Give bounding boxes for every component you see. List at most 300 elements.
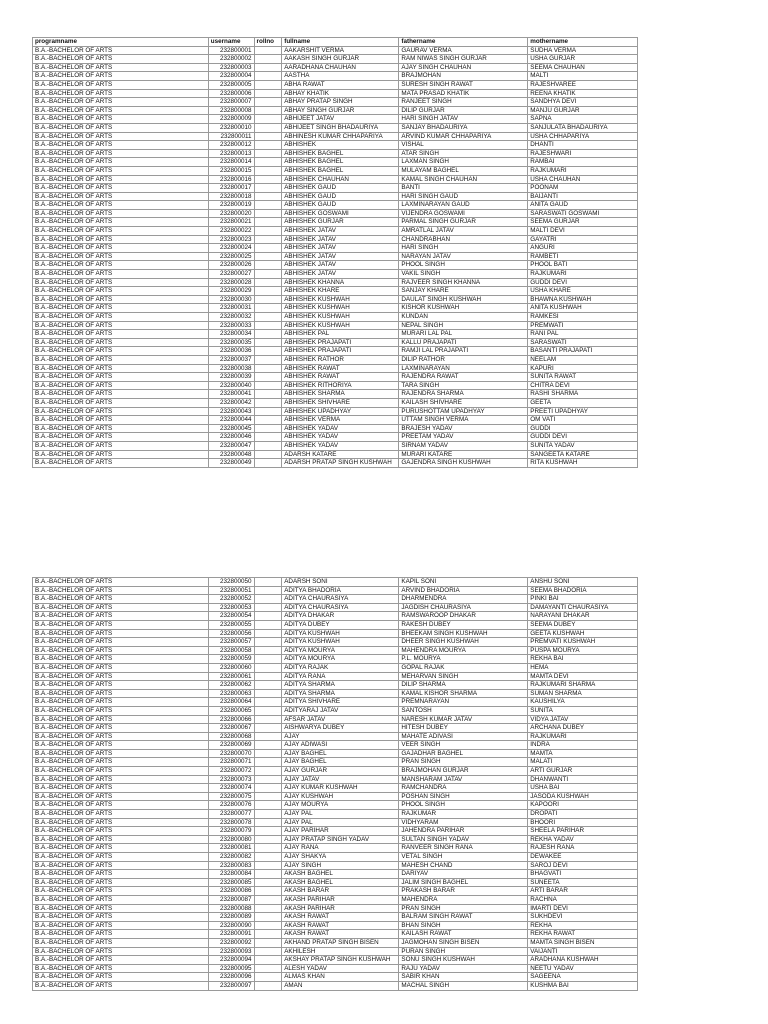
mothername-cell: SANDHYA DEVI [528, 98, 638, 107]
fathername-cell: KAILASH SHIVHARE [399, 398, 528, 407]
rollno-cell [254, 792, 282, 801]
fullname-cell: AKASH PARIHAR [282, 895, 399, 904]
fathername-cell: KAILASH RAWAT [399, 930, 528, 939]
fathername-cell: VETAL SINGH [399, 853, 528, 862]
table-row [33, 252, 638, 261]
fullname-cell: ABHISHEK KUSHWAH [282, 313, 399, 322]
mothername-cell: MAMTA SINGH BISEN [528, 938, 638, 947]
programname-cell: B.A.-BACHELOR OF ARTS [33, 321, 209, 330]
username-cell: 232800051 [208, 586, 254, 595]
fathername-cell: GOPAL RAJAK [399, 663, 528, 672]
username-cell: 232800014 [208, 158, 254, 167]
mothername-cell: SARASWATI GOSWAMI [528, 209, 638, 218]
fullname-cell: ABHISHEK KUSHWAH [282, 295, 399, 304]
programname-cell: B.A.-BACHELOR OF ARTS [33, 373, 209, 382]
mothername-cell: SEEMA BHADORIA [528, 586, 638, 595]
rollno-cell [254, 844, 282, 853]
fullname-cell: ABHISHEK YADAV [282, 441, 399, 450]
mothername-cell: RAJKUMARI [528, 270, 638, 279]
fathername-cell: SURESH SINGH RAWAT [399, 80, 528, 89]
fullname-cell: ADITYA KUSHWAH [282, 638, 399, 647]
rollno-cell [254, 973, 282, 982]
username-cell: 232800010 [208, 123, 254, 132]
table-row [33, 201, 638, 210]
rollno-cell [254, 646, 282, 655]
table-row [33, 373, 638, 382]
programname-cell: B.A.-BACHELOR OF ARTS [33, 964, 209, 973]
table-row [33, 844, 638, 853]
username-cell: 232800047 [208, 441, 254, 450]
programname-cell: B.A.-BACHELOR OF ARTS [33, 947, 209, 956]
username-cell: 232800083 [208, 861, 254, 870]
mothername-cell: RASHI SHARMA [528, 390, 638, 399]
mothername-cell: MAMTA DEVI [528, 672, 638, 681]
username-cell: 232800050 [208, 578, 254, 587]
table-row [33, 638, 638, 647]
mothername-cell: USHA BAI [528, 784, 638, 793]
fathername-cell: ATAR SINGH [399, 149, 528, 158]
fullname-cell: AARADHANA CHAUHAN [282, 63, 399, 72]
username-cell: 232800076 [208, 801, 254, 810]
programname-cell: B.A.-BACHELOR OF ARTS [33, 416, 209, 425]
username-cell: 232800054 [208, 612, 254, 621]
mothername-cell: CHITRA DEVI [528, 381, 638, 390]
rollno-cell [254, 416, 282, 425]
mothername-cell: SAROJ DEVI [528, 861, 638, 870]
fullname-cell: ABHISHEK KHANNA [282, 278, 399, 287]
fathername-cell: DARIYAV [399, 870, 528, 879]
mothername-cell: USHA KHARE [528, 287, 638, 296]
fullname-cell: ABHISHEK GOSWAMI [282, 209, 399, 218]
fathername-cell: BHEEKAM SINGH KUSHWAH [399, 629, 528, 638]
mothername-cell: KAPOORI [528, 801, 638, 810]
table-row [33, 433, 638, 442]
rollno-cell [254, 827, 282, 836]
fullname-cell: ADARSH SONI [282, 578, 399, 587]
fullname-cell: ABHISHEK KUSHWAH [282, 304, 399, 313]
rollno-cell [254, 175, 282, 184]
fullname-cell: ADITYA MOURYA [282, 646, 399, 655]
mothername-cell: OM VATI [528, 416, 638, 425]
fullname-cell: ADITYA CHAURASIYA [282, 603, 399, 612]
table-row [33, 698, 638, 707]
programname-cell: B.A.-BACHELOR OF ARTS [33, 304, 209, 313]
programname-cell: B.A.-BACHELOR OF ARTS [33, 672, 209, 681]
fullname-cell: AJAY PAL [282, 810, 399, 819]
rollno-cell [254, 295, 282, 304]
programname-cell: B.A.-BACHELOR OF ARTS [33, 724, 209, 733]
programname-cell: B.A.-BACHELOR OF ARTS [33, 767, 209, 776]
username-cell: 232800068 [208, 732, 254, 741]
mothername-cell: PINKI BAI [528, 595, 638, 604]
rollno-cell [254, 106, 282, 115]
student-table-page1 [32, 37, 638, 468]
programname-cell: B.A.-BACHELOR OF ARTS [33, 801, 209, 810]
username-cell: 232800042 [208, 398, 254, 407]
fathername-cell: DILIP SHARMA [399, 681, 528, 690]
username-cell: 232800084 [208, 870, 254, 879]
fullname-cell: AISHWARYA DUBEY [282, 724, 399, 733]
mothername-cell: SEEMA CHAUHAN [528, 63, 638, 72]
username-cell: 232800075 [208, 792, 254, 801]
programname-cell: B.A.-BACHELOR OF ARTS [33, 235, 209, 244]
fathername-cell: MATA PRASAD KHATIK [399, 89, 528, 98]
fathername-cell: AJAY SINGH CHAUHAN [399, 63, 528, 72]
fathername-cell: MAHENDRA MOURYA [399, 646, 528, 655]
programname-cell: B.A.-BACHELOR OF ARTS [33, 810, 209, 819]
username-cell: 232800077 [208, 810, 254, 819]
programname-cell: B.A.-BACHELOR OF ARTS [33, 689, 209, 698]
fullname-cell: ABHISHEK GAUD [282, 201, 399, 210]
username-cell: 232800017 [208, 184, 254, 193]
fullname-cell: AKHILESH [282, 947, 399, 956]
table-row [33, 459, 638, 468]
fathername-cell: PRAN SINGH [399, 904, 528, 913]
table-row [33, 278, 638, 287]
fathername-cell: LAXMINARAYAN [399, 364, 528, 373]
rollno-cell [254, 629, 282, 638]
table-row [33, 724, 638, 733]
fullname-cell: ABHISHEK BAGHEL [282, 149, 399, 158]
table-row [33, 424, 638, 433]
fathername-cell: POSHAN SINGH [399, 792, 528, 801]
programname-cell: B.A.-BACHELOR OF ARTS [33, 450, 209, 459]
rollno-cell [254, 313, 282, 322]
fullname-cell: ADITYA SHARMA [282, 689, 399, 698]
fathername-cell: KAPIL SONI [399, 578, 528, 587]
fathername-cell: BHAN SINGH [399, 921, 528, 930]
fullname-cell: ABHISHEK VERMA [282, 416, 399, 425]
fathername-cell: VEER SINGH [399, 741, 528, 750]
rollno-cell [254, 424, 282, 433]
table-row [33, 441, 638, 450]
username-cell: 232800053 [208, 603, 254, 612]
fullname-cell: AKASH RAWAT [282, 913, 399, 922]
rollno-cell [254, 681, 282, 690]
username-cell: 232800087 [208, 895, 254, 904]
programname-cell: B.A.-BACHELOR OF ARTS [33, 784, 209, 793]
mothername-cell: PREETI UPADHYAY [528, 407, 638, 416]
username-cell: 232800028 [208, 278, 254, 287]
rollno-cell [254, 698, 282, 707]
programname-cell: B.A.-BACHELOR OF ARTS [33, 175, 209, 184]
rollno-cell [254, 663, 282, 672]
username-cell: 232800079 [208, 827, 254, 836]
fullname-cell: ABHISHEK RITHORIYA [282, 381, 399, 390]
fathername-cell: HARI SINGH JATAV [399, 115, 528, 124]
programname-cell: B.A.-BACHELOR OF ARTS [33, 192, 209, 201]
programname-cell: B.A.-BACHELOR OF ARTS [33, 973, 209, 982]
table-row [33, 878, 638, 887]
fullname-cell: AJAY PRATAP SINGH YADAV [282, 835, 399, 844]
fathername-cell: UTTAM SINGH VERMA [399, 416, 528, 425]
table-row [33, 304, 638, 313]
mothername-cell: NARAYANI DHAKAR [528, 612, 638, 621]
username-cell: 232800044 [208, 416, 254, 425]
fullname-cell: ADITYA SHIVHARE [282, 698, 399, 707]
fullname-cell: AKASH RAWAT [282, 921, 399, 930]
fullname-cell: AKSHAY PRATAP SINGH KUSHWAH [282, 956, 399, 965]
fullname-cell: ABHISHEK UPADHYAY [282, 407, 399, 416]
rollno-cell [254, 89, 282, 98]
table-row [33, 261, 638, 270]
fullname-cell: ABHISHEK SHIVHARE [282, 398, 399, 407]
mothername-cell: SHEELA PARIHAR [528, 827, 638, 836]
username-cell: 232800063 [208, 689, 254, 698]
programname-cell: B.A.-BACHELOR OF ARTS [33, 149, 209, 158]
fathername-cell: RAJU YADAV [399, 964, 528, 973]
username-cell: 232800037 [208, 355, 254, 364]
username-cell: 232800080 [208, 835, 254, 844]
programname-cell: B.A.-BACHELOR OF ARTS [33, 364, 209, 373]
rollno-cell [254, 261, 282, 270]
table-row [33, 612, 638, 621]
table-row [33, 235, 638, 244]
programname-cell: B.A.-BACHELOR OF ARTS [33, 758, 209, 767]
fathername-cell: AMRATLAL JATAV [399, 227, 528, 236]
mothername-cell: RAJESH RANA [528, 844, 638, 853]
column-header: fullname [282, 38, 399, 47]
programname-cell: B.A.-BACHELOR OF ARTS [33, 870, 209, 879]
rollno-cell [254, 689, 282, 698]
mothername-cell: KAUSHILYA [528, 698, 638, 707]
rollno-cell [254, 364, 282, 373]
rollno-cell [254, 287, 282, 296]
fullname-cell: AJAY GURJAR [282, 767, 399, 776]
fullname-cell: ABHISHEK RAWAT [282, 373, 399, 382]
fullname-cell: AAKASH SINGH GURJAR [282, 55, 399, 64]
username-cell: 232800003 [208, 63, 254, 72]
programname-cell: B.A.-BACHELOR OF ARTS [33, 853, 209, 862]
fullname-cell: AKHAND PRATAP SINGH BISEN [282, 938, 399, 947]
programname-cell: B.A.-BACHELOR OF ARTS [33, 732, 209, 741]
mothername-cell: MALTI DEVI [528, 227, 638, 236]
rollno-cell [254, 398, 282, 407]
rollno-cell [254, 330, 282, 339]
rollno-cell [254, 244, 282, 253]
programname-cell: B.A.-BACHELOR OF ARTS [33, 921, 209, 930]
fullname-cell: ABHISHEK JATAV [282, 244, 399, 253]
fathername-cell: ARVIND KUMAR CHHAPARIYA [399, 132, 528, 141]
programname-cell: B.A.-BACHELOR OF ARTS [33, 835, 209, 844]
fathername-cell: KAMAL SINGH CHAUHAN [399, 175, 528, 184]
rollno-cell [254, 578, 282, 587]
table-row [33, 175, 638, 184]
programname-cell: B.A.-BACHELOR OF ARTS [33, 261, 209, 270]
username-cell: 232800021 [208, 218, 254, 227]
username-cell: 232800073 [208, 775, 254, 784]
table-row [33, 338, 638, 347]
table-row [33, 853, 638, 862]
rollno-cell [254, 63, 282, 72]
rollno-cell [254, 218, 282, 227]
fullname-cell: ABHISHEK BAGHEL [282, 166, 399, 175]
fullname-cell: ABHISHEK PRAJAPATI [282, 347, 399, 356]
username-cell: 232800067 [208, 724, 254, 733]
username-cell: 232800065 [208, 706, 254, 715]
rollno-cell [254, 132, 282, 141]
fullname-cell: ABHISHEK JATAV [282, 235, 399, 244]
fathername-cell: RANVEER SINGH RANA [399, 844, 528, 853]
rollno-cell [254, 775, 282, 784]
table-row [33, 810, 638, 819]
rollno-cell [254, 620, 282, 629]
fathername-cell: NARESH KUMAR JATAV [399, 715, 528, 724]
mothername-cell: SUNITA [528, 706, 638, 715]
fullname-cell: ABHISHEK PRAJAPATI [282, 338, 399, 347]
table-row [33, 870, 638, 879]
rollno-cell [254, 612, 282, 621]
programname-cell: B.A.-BACHELOR OF ARTS [33, 930, 209, 939]
username-cell: 232800090 [208, 921, 254, 930]
table-row [33, 209, 638, 218]
username-cell: 232800048 [208, 450, 254, 459]
table-row [33, 973, 638, 982]
fathername-cell: ARVIND BHADORIA [399, 586, 528, 595]
fathername-cell: PRAKASH BARAR [399, 887, 528, 896]
mothername-cell: JASODA KUSHWAH [528, 792, 638, 801]
username-cell: 232800089 [208, 913, 254, 922]
username-cell: 232800004 [208, 72, 254, 81]
mothername-cell: USHA GURJAR [528, 55, 638, 64]
fathername-cell: DAULAT SINGH KUSHWAH [399, 295, 528, 304]
rollno-cell [254, 835, 282, 844]
table-row [33, 646, 638, 655]
mothername-cell: MAMTA [528, 749, 638, 758]
column-header: fathername [399, 38, 528, 47]
fathername-cell: SONU SINGH KUSHWAH [399, 956, 528, 965]
fullname-cell: ADITYA RANA [282, 672, 399, 681]
table-row [33, 89, 638, 98]
fullname-cell: AJAY PAL [282, 818, 399, 827]
programname-cell: B.A.-BACHELOR OF ARTS [33, 698, 209, 707]
table-row [33, 827, 638, 836]
username-cell: 232800026 [208, 261, 254, 270]
table-row [33, 861, 638, 870]
table-row [33, 595, 638, 604]
rollno-cell [254, 209, 282, 218]
fathername-cell: KAMAL KISHOR SHARMA [399, 689, 528, 698]
mothername-cell: RAJKUMARI [528, 166, 638, 175]
username-cell: 232800002 [208, 55, 254, 64]
rollno-cell [254, 149, 282, 158]
programname-cell: B.A.-BACHELOR OF ARTS [33, 620, 209, 629]
column-header: programname [33, 38, 209, 47]
programname-cell: B.A.-BACHELOR OF ARTS [33, 861, 209, 870]
programname-cell: B.A.-BACHELOR OF ARTS [33, 390, 209, 399]
rollno-cell [254, 947, 282, 956]
mothername-cell: RITA KUSHWAH [528, 459, 638, 468]
rollno-cell [254, 201, 282, 210]
username-cell: 232800059 [208, 655, 254, 664]
username-cell: 232800036 [208, 347, 254, 356]
fullname-cell: ABHISHEK KHARE [282, 287, 399, 296]
programname-cell: B.A.-BACHELOR OF ARTS [33, 123, 209, 132]
fathername-cell: PHOOL SINGH [399, 801, 528, 810]
table-row [33, 964, 638, 973]
fathername-cell: KUNDAN [399, 313, 528, 322]
rollno-cell [254, 252, 282, 261]
username-cell: 232800095 [208, 964, 254, 973]
fullname-cell: ABHISHEK KUSHWAH [282, 321, 399, 330]
rollno-cell [254, 141, 282, 150]
rollno-cell [254, 98, 282, 107]
fathername-cell: RAMSWAROOP DHAKAR [399, 612, 528, 621]
rollno-cell [254, 964, 282, 973]
fathername-cell: RAJENDRA RAWAT [399, 373, 528, 382]
fullname-cell: AKASH PARIHAR [282, 904, 399, 913]
programname-cell: B.A.-BACHELOR OF ARTS [33, 715, 209, 724]
rollno-cell [254, 235, 282, 244]
programname-cell: B.A.-BACHELOR OF ARTS [33, 706, 209, 715]
rollno-cell [254, 270, 282, 279]
rollno-cell [254, 450, 282, 459]
fullname-cell: ABHA RAWAT [282, 80, 399, 89]
table-row [33, 72, 638, 81]
mothername-cell: VIDYA JATAV [528, 715, 638, 724]
rollno-cell [254, 433, 282, 442]
fullname-cell: ABHISHEK BAGHEL [282, 158, 399, 167]
mothername-cell: RAJESHVAREE [528, 80, 638, 89]
rollno-cell [254, 655, 282, 664]
username-cell: 232800001 [208, 46, 254, 55]
table-row [33, 578, 638, 587]
mothername-cell: GEETA [528, 398, 638, 407]
fathername-cell: LAXMAN SINGH [399, 158, 528, 167]
fathername-cell: BRAJMOHAN [399, 72, 528, 81]
mothername-cell: RAMBETI [528, 252, 638, 261]
username-cell: 232800018 [208, 192, 254, 201]
rollno-cell [254, 913, 282, 922]
username-cell: 232800093 [208, 947, 254, 956]
mothername-cell: SUKHDEVI [528, 913, 638, 922]
mothername-cell: SUNITA RAWAT [528, 373, 638, 382]
fullname-cell: AJAY KUMAR KUSHWAH [282, 784, 399, 793]
username-cell: 232800043 [208, 407, 254, 416]
table-row [33, 115, 638, 124]
table-row [33, 887, 638, 896]
fullname-cell: ABHIJEET JATAV [282, 115, 399, 124]
table-row [33, 80, 638, 89]
username-cell: 232800029 [208, 287, 254, 296]
rollno-cell [254, 784, 282, 793]
mothername-cell: SAPNA [528, 115, 638, 124]
table-row [33, 287, 638, 296]
table-row [33, 904, 638, 913]
programname-cell: B.A.-BACHELOR OF ARTS [33, 347, 209, 356]
rollno-cell [254, 441, 282, 450]
table-row [33, 381, 638, 390]
mothername-cell: ARTI BARAR [528, 887, 638, 896]
table-row [33, 321, 638, 330]
table-row [33, 313, 638, 322]
programname-cell: B.A.-BACHELOR OF ARTS [33, 663, 209, 672]
mothername-cell: KAPURI [528, 364, 638, 373]
table-row [33, 55, 638, 64]
username-cell: 232800023 [208, 235, 254, 244]
programname-cell: B.A.-BACHELOR OF ARTS [33, 355, 209, 364]
programname-cell: B.A.-BACHELOR OF ARTS [33, 612, 209, 621]
mothername-cell: SUNITA YADAV [528, 441, 638, 450]
rollno-cell [254, 853, 282, 862]
table-row [33, 330, 638, 339]
username-cell: 232800069 [208, 741, 254, 750]
table-row [33, 801, 638, 810]
fathername-cell: HARI SINGH [399, 244, 528, 253]
fathername-cell: PURAN SINGH [399, 947, 528, 956]
mothername-cell: USHA CHHAPARIYA [528, 132, 638, 141]
mothername-cell: BASANTI PRAJAPATI [528, 347, 638, 356]
